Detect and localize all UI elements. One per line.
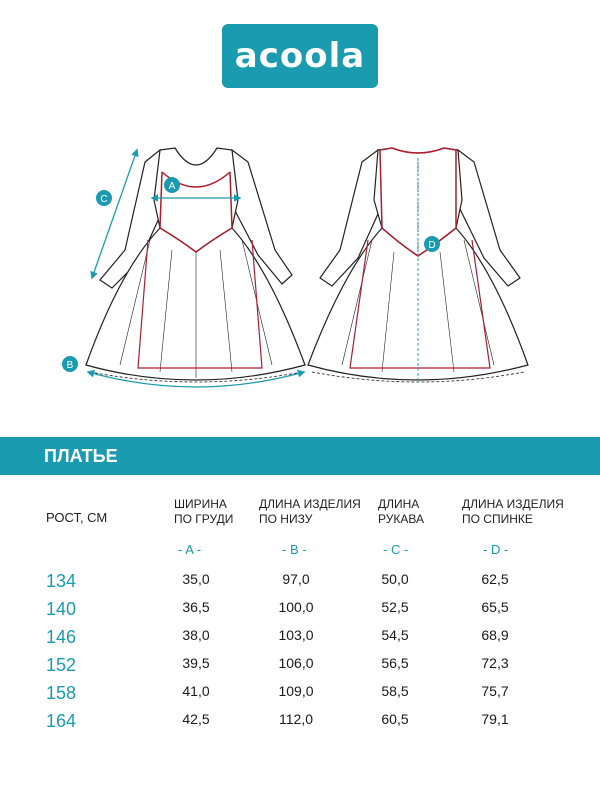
section-title-bar: [0, 437, 600, 475]
height-cell: 146: [46, 627, 77, 647]
value-d: 65,5: [481, 599, 509, 615]
label-a-marker: [164, 177, 180, 193]
section-title: ПЛАТЬЕ: [44, 446, 118, 466]
value-a: 36,5: [182, 599, 210, 615]
value-c: 50,0: [381, 571, 409, 587]
table-row: [0, 571, 600, 597]
table-row: [0, 683, 600, 709]
svg-text:A: A: [168, 181, 176, 192]
value-d: 72,3: [481, 655, 509, 671]
value-a: 39,5: [182, 655, 210, 671]
label-d-marker: [424, 236, 440, 252]
value-b: 106,0: [278, 655, 314, 671]
value-b: 109,0: [278, 683, 314, 699]
brand-logo: [222, 24, 378, 88]
value-a: 41,0: [182, 683, 210, 699]
svg-text:B: B: [66, 360, 74, 371]
label-b-marker: [62, 356, 78, 372]
col-code-b: - B -: [282, 542, 307, 557]
value-c: 54,5: [381, 627, 409, 643]
table-row: [0, 599, 600, 625]
col-code-c: - C -: [383, 542, 409, 557]
label-c-marker: [96, 190, 112, 206]
svg-text:C: C: [100, 194, 108, 205]
value-a: 38,0: [182, 627, 210, 643]
value-b: 112,0: [279, 711, 313, 727]
table-row: [0, 711, 600, 737]
height-cell: 134: [46, 571, 77, 591]
value-d: 75,7: [481, 683, 509, 699]
col-header-c: ДЛИНА РУКАВА: [378, 497, 424, 526]
col-header-b: ДЛИНА ИЗДЕЛИЯ ПО НИЗУ: [259, 497, 361, 526]
row-header: РОСТ, СМ: [46, 510, 108, 525]
table-row: [0, 627, 600, 653]
height-cell: 158: [46, 683, 77, 703]
value-c: 60,5: [381, 711, 409, 727]
value-b: 100,0: [278, 599, 314, 615]
value-d: 79,1: [481, 711, 509, 727]
value-c: 56,5: [381, 655, 409, 671]
value-b: 97,0: [282, 571, 310, 587]
value-d: 62,5: [481, 571, 509, 587]
dress-technical-drawing: [0, 110, 600, 420]
dress-front-view: [86, 148, 305, 382]
col-code-d: - D -: [483, 542, 509, 557]
height-cell: 140: [46, 599, 77, 619]
height-cell: 152: [46, 655, 77, 675]
height-cell: 164: [46, 711, 77, 731]
col-header-a: ШИРИНА ПО ГРУДИ: [174, 497, 234, 526]
value-a: 35,0: [182, 571, 210, 587]
table-row: [0, 655, 600, 681]
value-c: 58,5: [381, 683, 409, 699]
col-header-d: ДЛИНА ИЗДЕЛИЯ ПО СПИНКЕ: [462, 497, 564, 526]
logo-text: acoola: [234, 36, 366, 76]
value-d: 68,9: [481, 627, 509, 643]
value-a: 42,5: [182, 711, 210, 727]
svg-text:D: D: [428, 240, 436, 251]
value-c: 52,5: [381, 599, 409, 615]
col-code-a: - A -: [178, 542, 202, 557]
value-b: 103,0: [278, 627, 314, 643]
